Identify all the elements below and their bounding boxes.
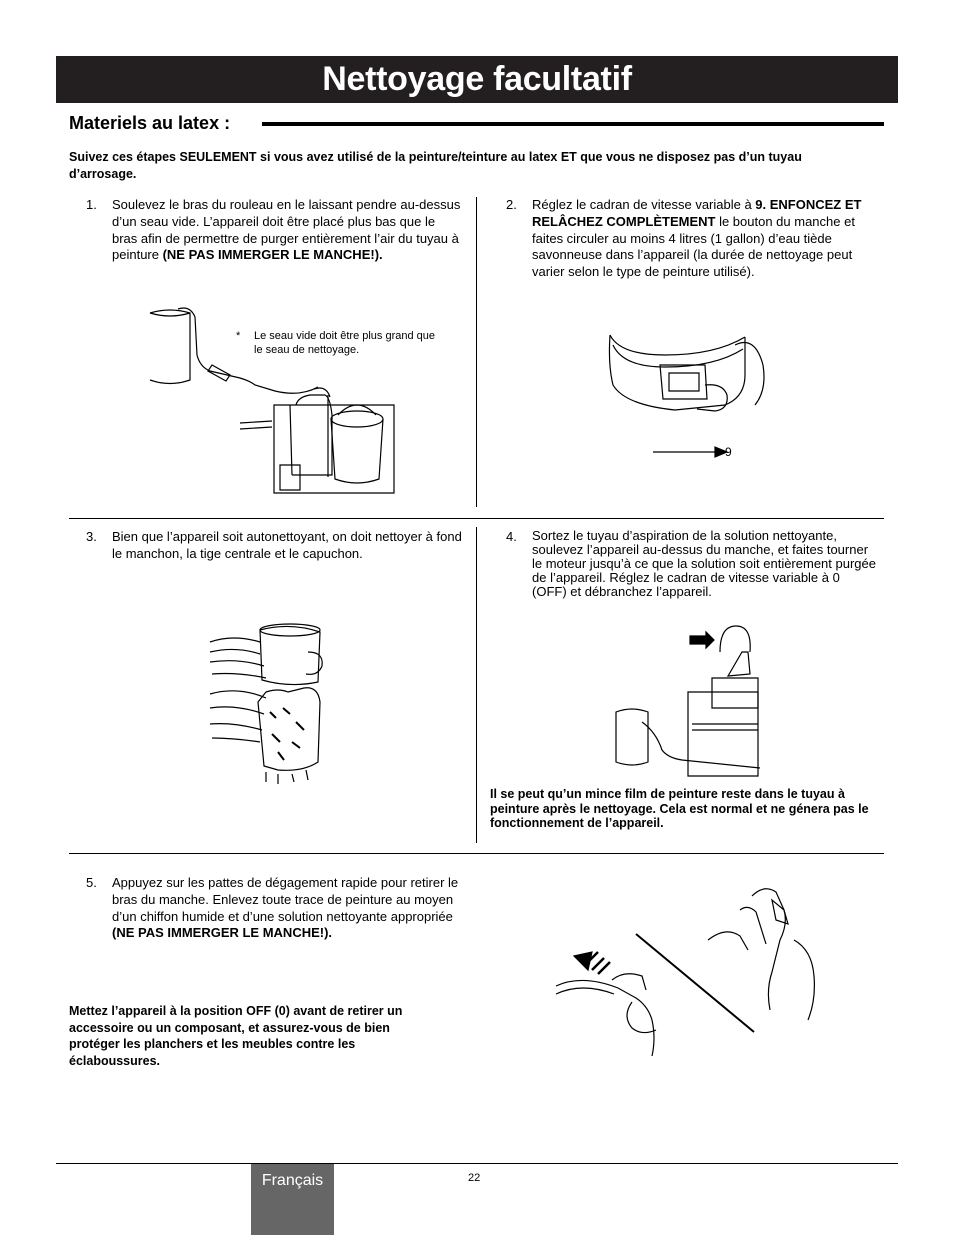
step-2-illustration: [605, 325, 775, 460]
step-5-illustration: [552, 880, 822, 1058]
step-2-text: Réglez le cadran de vitesse variable à 9. ENFONCEZ ET RELÂCHEZ COMPLÈTEMENT le bouton du manche et faites circuler au moins 4 litres (1 gallon) d’eau tiède savonneuse dans l’appareil (la durée de nettoyage peut varier selon le type de peinture utilisé).: [532, 197, 862, 280]
row-divider-1: [69, 518, 884, 519]
step-2: [506, 197, 876, 287]
step-1-number: 1.: [86, 197, 97, 212]
step-3: [86, 529, 462, 569]
page-number: 22: [468, 1172, 481, 1184]
language-label: Français: [261, 1172, 324, 1189]
section-rule: [262, 122, 884, 126]
step-5-number: 5.: [86, 875, 97, 890]
step-2-callout-label: 9: [725, 445, 732, 459]
row-divider-2: [69, 853, 884, 854]
column-divider-2: [476, 527, 477, 843]
step-1-note-star: *: [236, 330, 241, 342]
step-1-note: Le seau vide doit être plus grand que le seau de nettoyage.: [254, 330, 436, 356]
step-5-text: Appuyez sur les pattes de dégagement rapide pour retirer le bras du manche. Enlevez toute trace de peinture au moyen d’un chiffon humide et d’une solution nettoyante appropriée (NE PAS IMMERGER LE MANCHE!).: [112, 875, 459, 941]
step-1: [86, 197, 462, 287]
step-3-illustration: [208, 622, 338, 784]
intro-text: Suivez ces étapes SEULEMENT si vous avez utilisé de la peinture/teinture au latex ET que vous ne disposez pas d’un tuyau d’arrosage.: [69, 150, 802, 181]
step-5-warning: Mettez l’appareil à la position OFF (0) avant de retirer un accessoire ou un composant, et assurez-vous de bien protéger les planchers et les meubles contre les éclaboussures.: [69, 1004, 403, 1068]
step-1-bold: (NE PAS IMMERGER LE MANCHE!).: [162, 247, 383, 263]
step-5-bold: (NE PAS IMMERGER LE MANCHE!).: [112, 925, 333, 941]
step-4-note: Il se peut qu’un mince film de peinture reste dans le tuyau à peinture après le nettoyage. Cela est normal et ne génera pas le fonctionnement de l’appareil.: [490, 787, 869, 830]
step-1-illustration: [150, 305, 390, 495]
language-tab: [251, 1164, 334, 1235]
step-2-bold: 9. ENFONCEZ ET RELÂCHEZ COMPLÈTEMENT: [532, 197, 862, 229]
step-1-text: Soulevez le bras du rouleau en le laissant pendre au-dessus d’un seau vide. L’appareil doit être placé plus bas que le bras afin de permettre de purger entièrement l’air du tuyau à peinture (NE PAS IMMERGER LE MANCHE!).: [112, 197, 461, 263]
page-title: Nettoyage facultatif: [322, 60, 632, 98]
step-4: [506, 529, 876, 601]
section-heading: Materiels au latex :: [69, 113, 231, 133]
footer-rule: [56, 1163, 898, 1164]
step-4-number: 4.: [506, 529, 517, 544]
step-3-text: Bien que l’appareil soit autonettoyant, on doit nettoyer à fond le manchon, la tige centrale et le capuchon.: [112, 529, 462, 561]
step-2-number: 2.: [506, 197, 517, 212]
step-4-text: Sortez le tuyau d’aspiration de la solution nettoyante, soulevez l’appareil au-dessus du manche, et faites tourner le moteur jusqu’à ce que la solution soit entièrement purgée de l’appareil. Réglez le cadran de vitesse variable à 0 (OFF) et débranchez l’appareil.: [532, 528, 876, 599]
step-3-number: 3.: [86, 529, 97, 544]
step-5: [86, 875, 462, 965]
step-4-illustration: [612, 612, 760, 777]
column-divider-1: [476, 197, 477, 507]
title-bar: [56, 56, 898, 103]
